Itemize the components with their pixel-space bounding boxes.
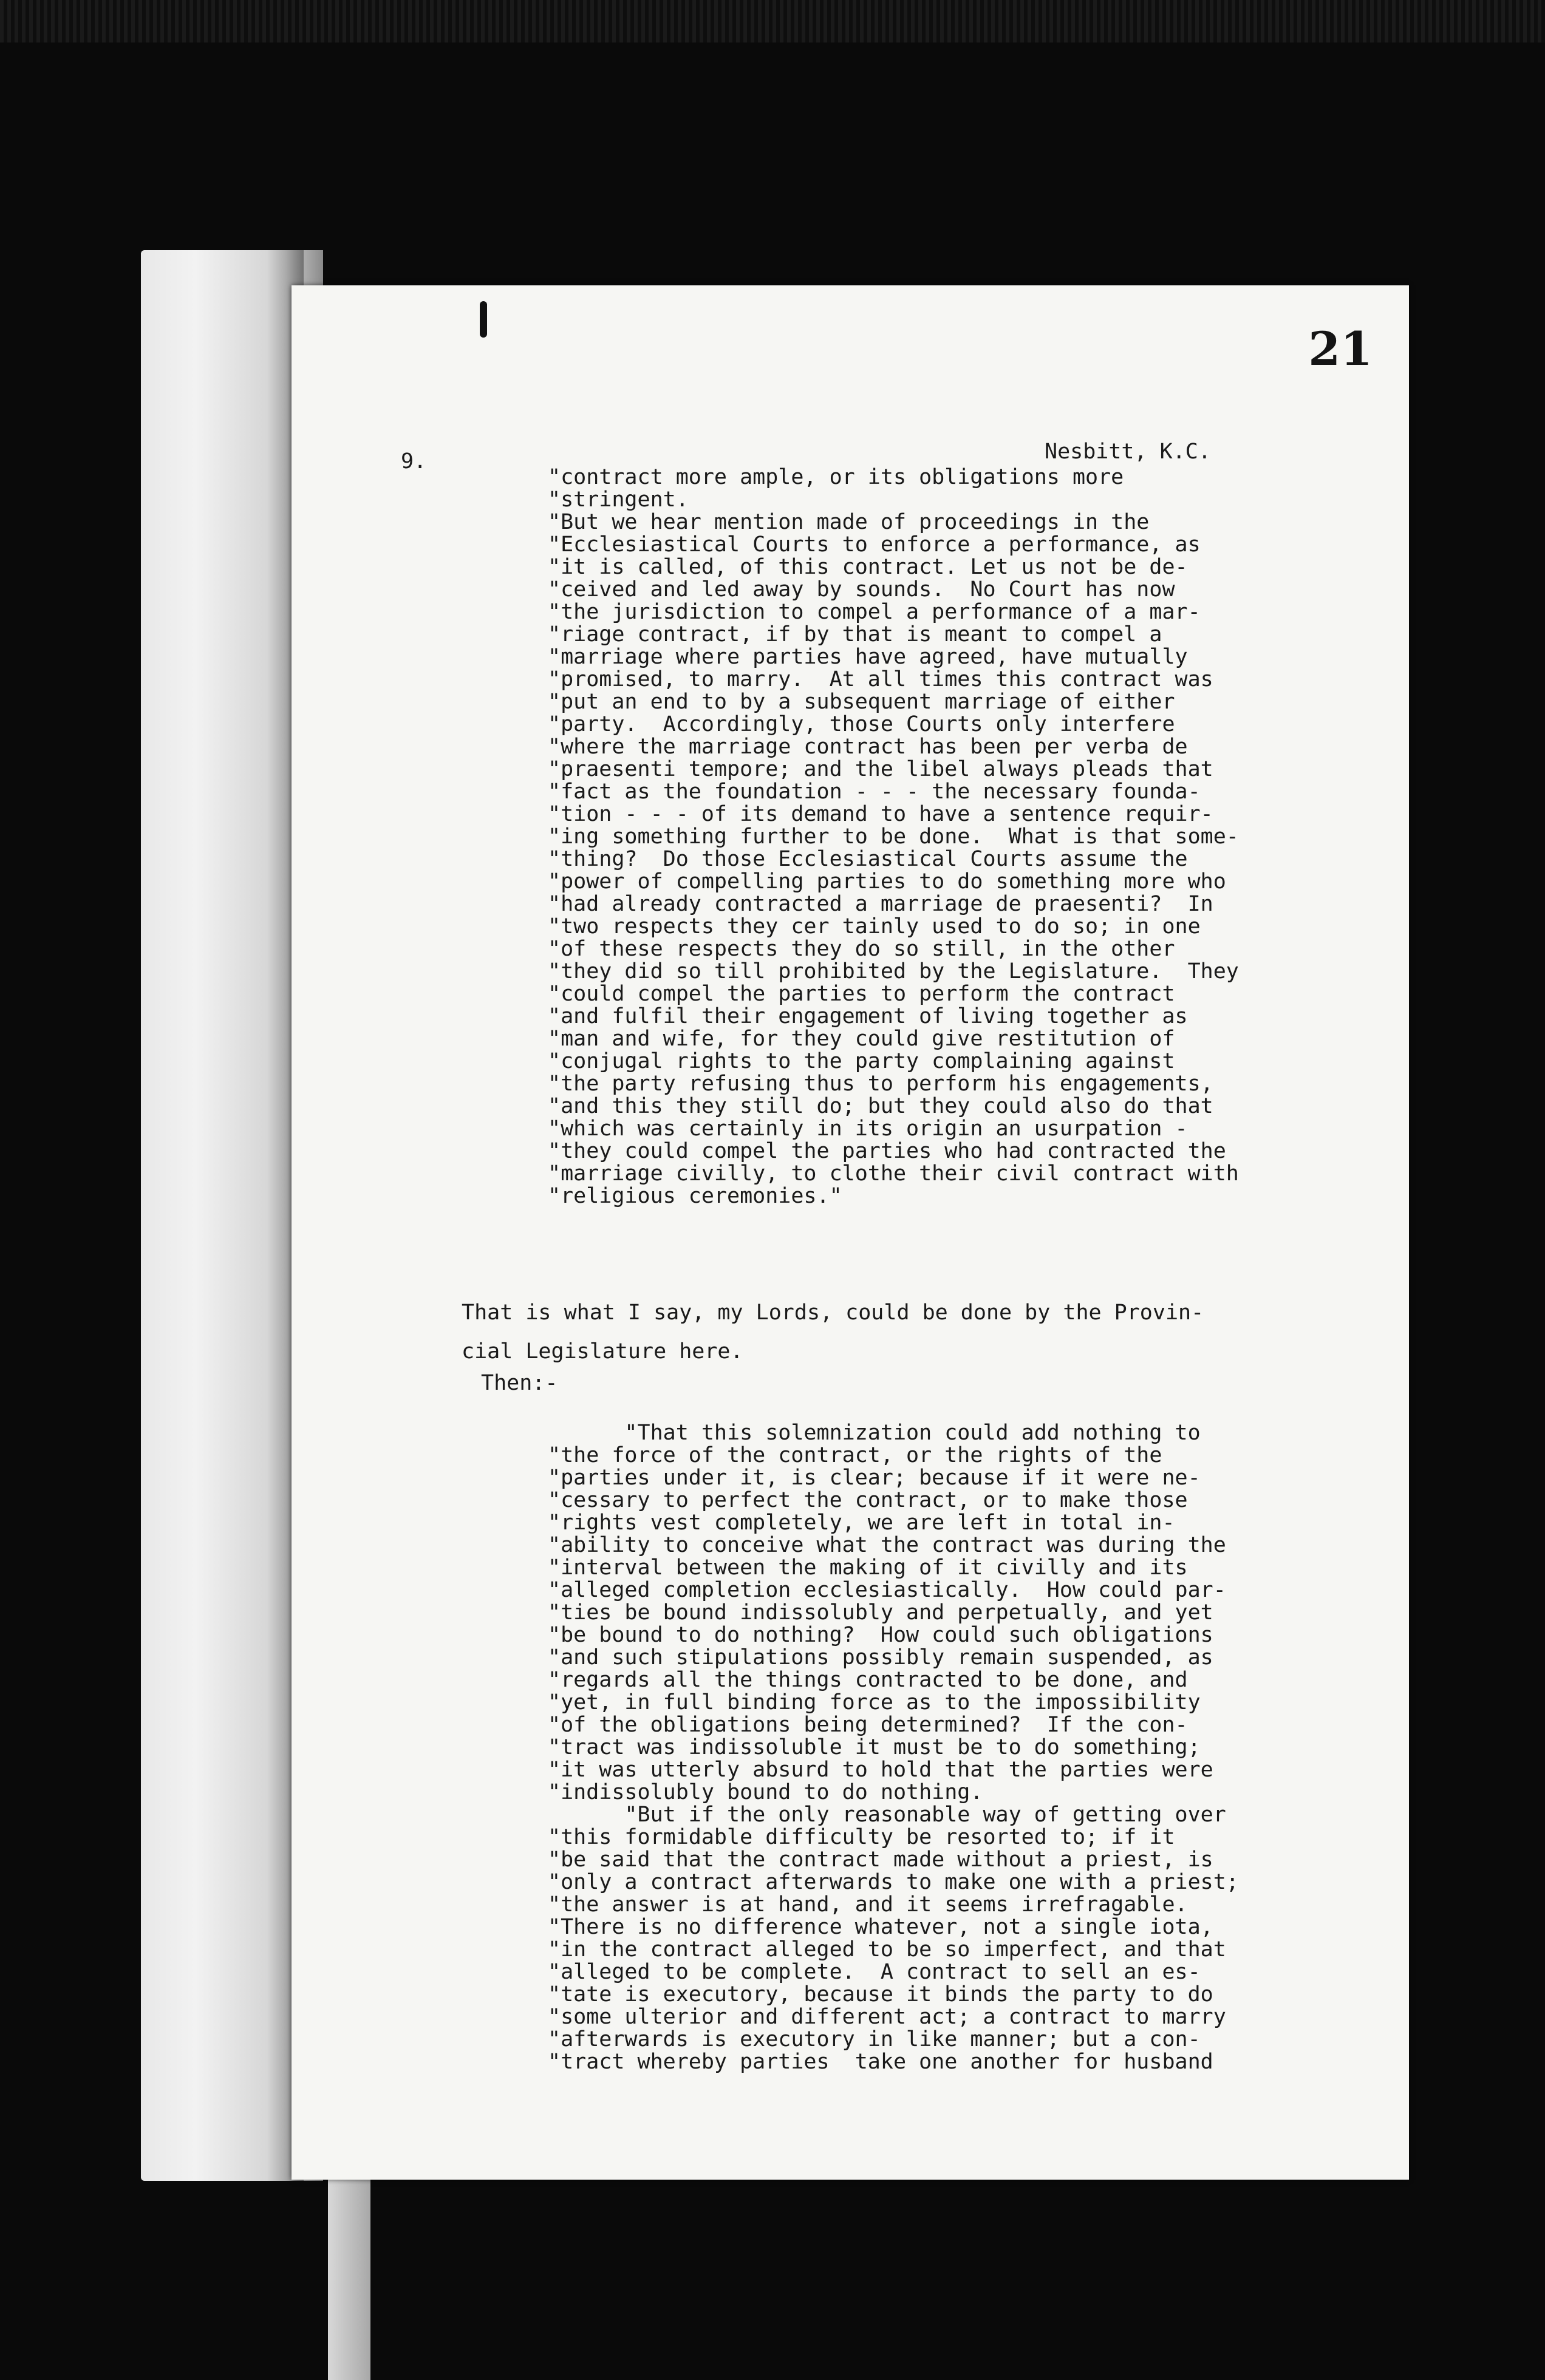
text-line: "they could compel the parties who had contracted the (548, 1139, 1226, 1163)
text-line: "tate is executory, because it binds the party to do (548, 1982, 1213, 2007)
text-line: "parties under it, is clear; because if it were ne- (548, 1466, 1201, 1490)
text-line: "promised, to marry. At all times this contract was (548, 667, 1213, 692)
text-line: "power of compelling parties to do something more who (548, 869, 1226, 894)
text-line: "put an end to by a subsequent marriage of either (548, 690, 1175, 714)
text-line: "the jurisdiction to compel a performance of a mar- (548, 600, 1201, 624)
text-line: "But if the only reasonable way of getting over (548, 1803, 1226, 1827)
text-line: "stringent. (548, 488, 689, 512)
text-line: "which was certainly in its origin an usurpation - (548, 1117, 1188, 1141)
text-line: "conjugal rights to the party complaining against (548, 1049, 1175, 1073)
text-line: "party. Accordingly, those Courts only interfere (548, 712, 1175, 736)
text-line: "alleged completion ecclesiastically. How could par- (548, 1578, 1226, 1602)
text-line: "contract more ample, or its obligations more (548, 465, 1124, 489)
text-line: "of the obligations being determined? If the con- (548, 1713, 1188, 1737)
then-label: Then:- (481, 1371, 558, 1395)
quoted-passage-2 (548, 1422, 1239, 2073)
text-line: "the answer is at hand, and it seems irrefragable. (548, 1892, 1188, 1917)
text-line: "Ecclesiastical Courts to enforce a performance, as (548, 532, 1201, 557)
text-line: "tract was indissoluble it must be to do something; (548, 1735, 1201, 1759)
document-page (292, 285, 1409, 2180)
text-line: "fact as the foundation - - - the necessary founda- (548, 780, 1201, 804)
text-line: "some ulterior and different act; a contract to marry (548, 2005, 1226, 2029)
text-line: "praesenti tempore; and the libel always pleads that (548, 757, 1213, 781)
text-line: "ability to conceive what the contract was during the (548, 1533, 1226, 1557)
text-line: "be bound to do nothing? How could such obligations (548, 1623, 1213, 1647)
text-line: "rights vest completely, we are left in total in- (548, 1511, 1175, 1535)
text-line: "But we hear mention made of proceedings in the (548, 510, 1150, 534)
text-line: "ing something further to be done. What is that some- (548, 824, 1239, 849)
text-line: "interval between the making of it civilly and its (548, 1555, 1188, 1580)
text-line: "and this they still do; but they could also do that (548, 1094, 1213, 1118)
text-line: "where the marriage contract has been per verba de (548, 735, 1188, 759)
text-line: "man and wife, for they could give restitution of (548, 1027, 1175, 1051)
author-header: Nesbitt, K.C. (1045, 440, 1211, 464)
text-line: "marriage where parties have agreed, have mutually (548, 645, 1188, 669)
text-line: "afterwards is executory in like manner; but a con- (548, 2027, 1201, 2052)
body-paragraph (462, 1293, 1204, 1371)
text-line: "indissolubly bound to do nothing. (548, 1780, 983, 1804)
text-line: "the party refusing thus to perform his engagements, (548, 1072, 1213, 1096)
text-line: "cessary to perfect the contract, or to make those (548, 1488, 1188, 1512)
text-line: "tion - - - of its demand to have a sentence requir- (548, 802, 1213, 826)
text-line: "two respects they cer tainly used to do so; in one (548, 914, 1201, 939)
text-line: "thing? Do those Ecclesiastical Courts assume the (548, 847, 1188, 871)
text-line: "it was utterly absurd to hold that the parties were (548, 1758, 1213, 1782)
text-line: "of these respects they do so still, in the other (548, 937, 1175, 961)
text-line: "this formidable difficulty be resorted to; if it (548, 1825, 1175, 1849)
text-line: "riage contract, if by that is meant to compel a (548, 622, 1162, 647)
text-line: "marriage civilly, to clothe their civil contract with (548, 1161, 1239, 1186)
binding-hole-mark (480, 301, 487, 338)
text-line: "had already contracted a marriage de praesenti? In (548, 892, 1213, 916)
text-line: "could compel the parties to perform the contract (548, 982, 1175, 1006)
text-line: "they did so till prohibited by the Legislature. They (548, 959, 1239, 984)
section-number: 9. (401, 449, 427, 474)
page-number: 21 (1308, 322, 1373, 376)
text-line: "religious ceremonies." (548, 1184, 842, 1208)
text-line: "in the contract alleged to be so imperfect, and that (548, 1937, 1226, 1962)
text-line: cial Legislature here. (462, 1339, 743, 1364)
text-line: "alleged to be complete. A contract to sell an es- (548, 1960, 1201, 1984)
spine-strip (328, 2180, 370, 2380)
text-line: "regards all the things contracted to be done, and (548, 1668, 1188, 1692)
quoted-passage-1 (548, 466, 1239, 1208)
film-edge (0, 0, 1545, 42)
text-line: "That this solemnization could add nothing to (548, 1421, 1201, 1445)
text-line: "it is called, of this contract. Let us not be de- (548, 555, 1188, 579)
text-line: "There is no difference whatever, not a single iota, (548, 1915, 1213, 1939)
text-line: That is what I say, my Lords, could be done by the Provin- (462, 1300, 1204, 1325)
text-line: "only a contract afterwards to make one with a priest; (548, 1870, 1239, 1894)
text-line: "ceived and led away by sounds. No Court has now (548, 577, 1175, 602)
text-line: "and fulfil their engagement of living together as (548, 1004, 1188, 1028)
text-line: "be said that the contract made without a priest, is (548, 1848, 1213, 1872)
text-line: "yet, in full binding force as to the impossibility (548, 1690, 1201, 1715)
text-line: "the force of the contract, or the rights of the (548, 1443, 1162, 1467)
text-line: "tract whereby parties take one another for husband (548, 2050, 1213, 2074)
text-line: "and such stipulations possibly remain suspended, as (548, 1645, 1213, 1670)
text-line: "ties be bound indissolubly and perpetually, and yet (548, 1600, 1213, 1625)
